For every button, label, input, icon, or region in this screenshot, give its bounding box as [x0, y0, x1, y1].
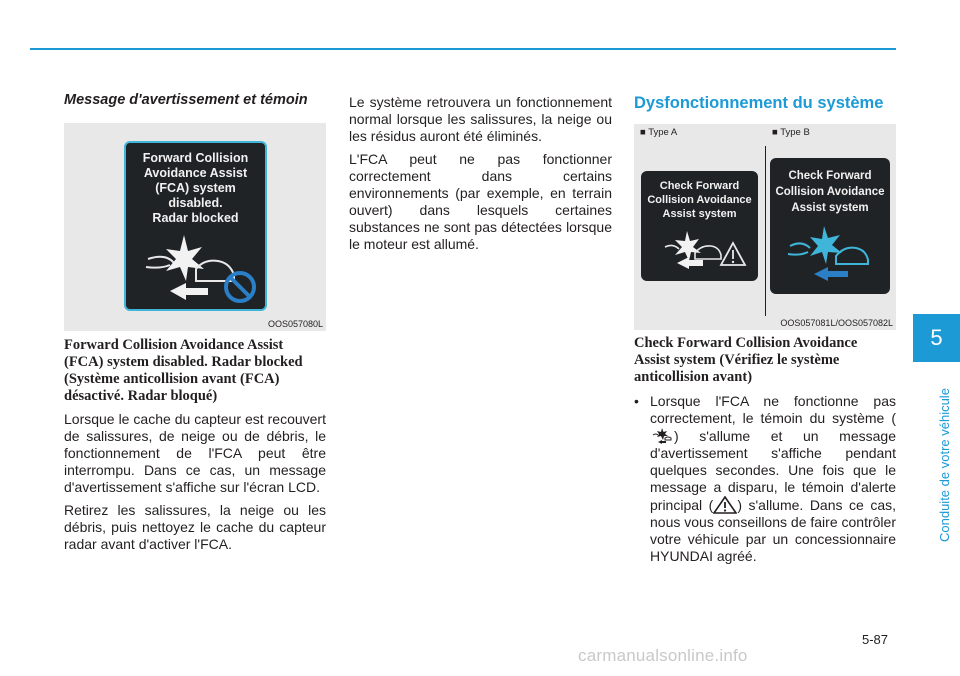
top-rule: [30, 48, 896, 50]
bullet-text-part-1: Lorsque l'FCA ne fonctionne pas correctement, le témoin du système (: [650, 393, 896, 426]
lcd-screen: [124, 141, 267, 311]
lcd-screen-type-a: [641, 171, 758, 281]
section-heading-malfunction: Dysfonctionnement du système: [634, 94, 884, 112]
fca-collision-icon-b: [770, 222, 890, 286]
figure-divider: [765, 146, 766, 316]
column-2: [349, 94, 612, 259]
watermark: carmanualsonline.info: [578, 646, 748, 665]
figure-radar-blocked: [64, 123, 326, 331]
warning-triangle-icon: [713, 496, 737, 514]
bullet-item: [634, 393, 896, 565]
fca-collision-icon: [126, 229, 265, 309]
lcd-line-2: Avoidance Assist: [143, 166, 248, 180]
fca-warning-icon: [641, 227, 758, 273]
paragraph-1: Lorsque le cache du capteur est recouvert de salissures, de neige ou de débris, le fonctionnement de l'FCA peut être interrompu. Dans ce cas, un message d'avertissement s'affiche sur l'écran LCD.: [64, 411, 326, 495]
lcd-a-line-2: Collision Avoidance: [647, 194, 752, 206]
paragraph-2: Retirez les salissures, la neige ou les débris, puis nettoyez le cache du capteur radar avant d'activer l'FCA.: [64, 502, 326, 552]
column-1: [64, 92, 326, 559]
lcd-b-line-1: Check Forward: [788, 170, 872, 182]
paragraph-4: L'FCA peut ne pas fonctionner correctement dans certains environnements (par exemple, en terrain ouvert) dans lesquels certaines substances ne sont pas détectées lorsque le moteur est allumé.: [349, 151, 612, 252]
lcd-line-5: Radar blocked: [152, 211, 239, 225]
lcd-a-line-1: Check Forward: [659, 180, 740, 192]
subheading-radar-blocked: Forward Collision Avoidance Assist (FCA) system disabled. Radar blocked (Système anticollision avant (FCA) désactivé. Radar bloqué): [64, 337, 303, 404]
column-3: [634, 94, 896, 571]
chapter-title: Conduite de votre véhicule: [937, 388, 952, 542]
chapter-title-vertical: [937, 370, 951, 550]
paragraph-3: Le système retrouvera un fonctionnement normal lorsque les salissures, la neige ou les résidus auront été éliminés.: [349, 94, 612, 144]
figure-caption: OOS057080L: [267, 319, 323, 329]
lcd-screen-type-b: [770, 158, 890, 294]
figure-caption-2: OOS057081L/OOS057082L: [780, 318, 893, 328]
type-a-label: ■ Type A: [640, 127, 678, 138]
chapter-number: 5: [930, 325, 943, 350]
lcd-b-line-2: Collision Avoidance: [775, 186, 885, 198]
lcd-line-3: (FCA) system: [155, 181, 236, 195]
page-number: 5-87: [862, 632, 889, 647]
lcd-b-line-3: Assist system: [791, 202, 869, 214]
lcd-a-line-3: Assist system: [662, 208, 737, 220]
type-b-label: ■ Type B: [772, 127, 810, 138]
bullet-text: [650, 393, 896, 565]
lcd-message: [126, 151, 265, 226]
lcd-message-type-a: [641, 179, 758, 221]
lcd-line-1: Forward Collision: [142, 151, 249, 165]
chapter-tab: [913, 314, 960, 362]
bullet-text-part-3: ) s'allume. Dans ce cas, nous vous conseillons de faire contrôler votre véhicule par un concessionnaire HYUNDAI agréé.: [650, 497, 896, 564]
fca-system-icon: [650, 427, 674, 445]
lcd-line-4: disabled.: [168, 196, 223, 210]
lcd-message-type-b: [770, 168, 890, 216]
subheading-check-system: Check Forward Collision Avoidance Assist system (Vérifiez le système anticollision avant): [634, 335, 858, 385]
figure-check-system: [634, 124, 896, 330]
bullet-text-part-2: ) s'allume et un message d'avertissement s'affiche pendant quelques secondes. Une fois que le message a disparu, le témoin d'alerte principal (: [650, 428, 896, 513]
section-heading-warning: Message d'avertissement et témoin: [64, 92, 308, 108]
